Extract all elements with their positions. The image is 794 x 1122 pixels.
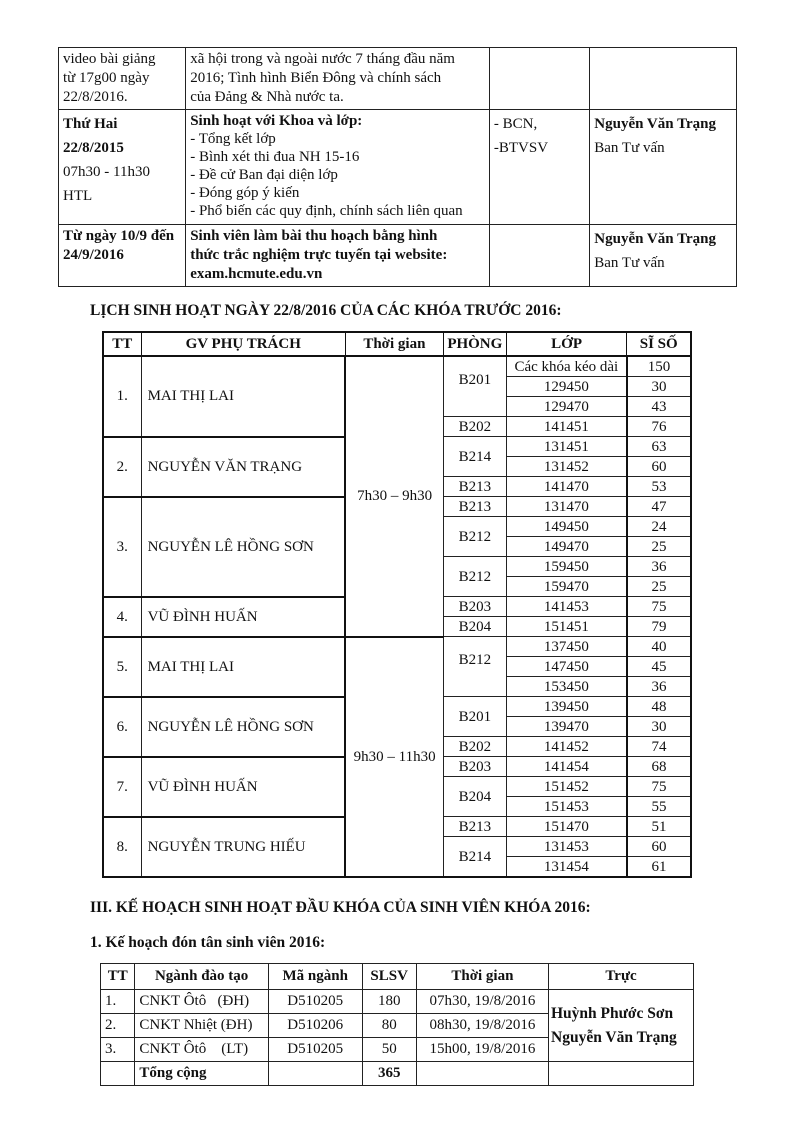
participants-cell [489,110,589,225]
class-code: 149470 [506,537,627,557]
class-code: 151453 [506,797,627,817]
class-size: 30 [627,717,691,737]
class-code: 137450 [506,637,627,657]
responsible-name: Nguyễn Văn Trạng [594,116,716,132]
content-item: - Đóng góp ý kiến [190,185,300,201]
class-size: 36 [627,557,691,577]
content-cell [186,110,490,225]
class-size: 75 [627,597,691,617]
student-count: 80 [362,1014,416,1038]
cell-line: 22/8/2016. [63,89,128,105]
table-row [59,48,737,110]
header-gv: GV PHỤ TRÁCH [141,332,345,356]
class-code: 141454 [506,757,627,777]
total-label: Tổng cộng [135,1062,268,1086]
class-size: 68 [627,757,691,777]
teacher-name: NGUYỄN LÊ HỒNG SƠN [141,497,345,597]
time-range: 07h30 - 11h30 [63,164,150,180]
responsible-cell [590,225,737,287]
content-item: - Phổ biến các quy định, chính sách liên quan [190,203,463,219]
responsible-name: Nguyễn Văn Trạng [594,231,716,247]
row-number: 1. [103,356,141,437]
cell-line: từ 17g00 ngày [63,70,150,86]
room: B213 [443,497,506,517]
content-cell [186,225,490,287]
participants-cell [489,48,589,110]
participant: -BTVSV [493,140,549,156]
header-tt: TT [103,332,141,356]
row-number: 2. [103,437,141,497]
row-number: 5. [103,637,141,697]
teacher-name: VŨ ĐÌNH HUẤN [141,597,345,637]
date-range: 24/9/2016 [63,247,124,263]
total-value: 365 [362,1062,416,1086]
room: B204 [443,617,506,637]
room: B202 [443,417,506,437]
header-major-code: Mã ngành [268,964,362,990]
class-code: 159470 [506,577,627,597]
table-row [59,225,737,287]
time-cell [59,48,186,110]
class-code: 131470 [506,497,627,517]
room: B212 [443,557,506,597]
time-cell [59,110,186,225]
room: B201 [443,356,506,417]
responsible-role: Ban Tư vấn [594,255,665,271]
content-item: - Bình xét thi đua NH 15-16 [190,149,360,165]
class-size: 55 [627,797,691,817]
class-code: 131451 [506,437,627,457]
room: B212 [443,637,506,697]
header-tt: TT [101,964,135,990]
row-number: 2. [101,1014,135,1038]
cell-line: của Đảng & Nhà nước ta. [190,89,344,105]
room: B201 [443,697,506,737]
class-size: 48 [627,697,691,717]
header-row [103,332,691,356]
major-code: D510205 [268,990,362,1014]
on-duty-name: Huỳnh Phước Sơn [551,1004,674,1022]
teacher-name: NGUYỄN TRUNG HIẾU [141,817,345,878]
time: 08h30, 19/8/2016 [416,1014,548,1038]
row-number: 8. [103,817,141,878]
table-row [103,356,691,377]
major-code: D510205 [268,1038,362,1062]
header-student-count: SLSV [362,964,416,990]
class-size: 40 [627,637,691,657]
section-heading: III. KẾ HOẠCH SINH HOẠT ĐẦU KHÓA CỦA SINH VIÊN KHÓA 2016: [90,899,591,916]
major: CNKT Ôtô (LT) [135,1038,268,1062]
cell-line: xã hội trong và ngoài nước 7 tháng đầu năm [190,51,455,67]
class-code: 129470 [506,397,627,417]
time: 07h30, 19/8/2016 [416,990,548,1014]
responsible-cell [590,48,737,110]
class-size: 60 [627,837,691,857]
row-number: 3. [101,1038,135,1062]
header-major: Ngành đào tạo [135,964,268,990]
activity-table [58,47,737,287]
class-size: 63 [627,437,691,457]
responsible-cell [590,110,737,225]
class-size: 150 [627,356,691,377]
class-size: 60 [627,457,691,477]
subsection-heading: 1. Kế hoạch đón tân sinh viên 2016: [90,934,326,951]
class-size: 43 [627,397,691,417]
empty-cell [268,1062,362,1086]
class-size: 75 [627,777,691,797]
header-time: Thời gian [345,332,443,356]
teacher-name: NGUYỄN VĂN TRẠNG [141,437,345,497]
room: B213 [443,817,506,837]
header-on-duty: Trực [549,964,694,990]
class-size: 79 [627,617,691,637]
time-cell [59,225,186,287]
teacher-name: MAI THỊ LAI [141,637,345,697]
class-size: 53 [627,477,691,497]
class-code: 131453 [506,837,627,857]
room: B214 [443,837,506,878]
class-code: 131454 [506,857,627,878]
class-code: 151451 [506,617,627,637]
table-row [59,110,737,225]
class-code: 139450 [506,697,627,717]
total-row [101,1062,694,1086]
class-code: 131452 [506,457,627,477]
class-code: 151452 [506,777,627,797]
header-row [101,964,694,990]
header-count: SĨ SỐ [627,332,691,356]
room: B202 [443,737,506,757]
responsible-role: Ban Tư vấn [594,140,665,156]
class-size: 51 [627,817,691,837]
row-number: 4. [103,597,141,637]
row-number: 7. [103,757,141,817]
schedule-title: LỊCH SINH HOẠT NGÀY 22/8/2016 CỦA CÁC KHÓA TRƯỚC 2016: [90,302,562,319]
major: CNKT Nhiệt (ĐH) [135,1014,268,1038]
class-code: Các khóa kéo dài [506,356,627,377]
header-class: LỚP [506,332,627,356]
student-count: 50 [362,1038,416,1062]
major-code: D510206 [268,1014,362,1038]
room: B203 [443,597,506,617]
class-code: 153450 [506,677,627,697]
class-code: 141452 [506,737,627,757]
date-range: Từ ngày 10/9 đến [63,228,175,244]
row-number: 1. [101,990,135,1014]
header-time: Thời gian [416,964,548,990]
row-number: 3. [103,497,141,597]
class-code: 141470 [506,477,627,497]
content-item: - Tổng kết lớp [190,131,276,147]
participants-cell [489,225,589,287]
class-code: 141451 [506,417,627,437]
room: B214 [443,437,506,477]
day-label: Thứ Hai [63,116,118,132]
class-code: 149450 [506,517,627,537]
cell-line: video bài giảng [63,51,156,67]
class-code: 147450 [506,657,627,677]
table-row [101,990,694,1014]
class-size: 61 [627,857,691,878]
class-size: 30 [627,377,691,397]
row-number: 6. [103,697,141,757]
time-slot: 9h30 – 11h30 [345,637,443,878]
table-row [103,637,691,657]
header-room: PHÒNG [443,332,506,356]
time: 15h00, 19/8/2016 [416,1038,548,1062]
class-size: 25 [627,537,691,557]
room: B204 [443,777,506,817]
cell-line: 2016; Tình hình Biển Đông và chính sách [190,70,442,86]
class-size: 47 [627,497,691,517]
class-code: 159450 [506,557,627,577]
website-link: exam.hcmute.edu.vn [190,266,323,282]
class-size: 45 [627,657,691,677]
on-duty-cell [549,990,694,1062]
location: HTL [63,188,93,204]
room: B203 [443,757,506,777]
room: B212 [443,517,506,557]
major: CNKT Ôtô (ĐH) [135,990,268,1014]
class-size: 74 [627,737,691,757]
schedule-body [103,356,691,877]
room: B213 [443,477,506,497]
content-cell [186,48,490,110]
teacher-name: VŨ ĐÌNH HUẤN [141,757,345,817]
schedule-table [102,331,692,878]
empty-cell [416,1062,548,1086]
class-code: 139470 [506,717,627,737]
participant: - BCN, [493,116,538,132]
welcome-plan-table [100,963,694,1086]
date-label: 22/8/2015 [63,140,124,156]
class-size: 25 [627,577,691,597]
content-title: Sinh hoạt với Khoa và lớp: [190,113,363,129]
time-slot: 7h30 – 9h30 [345,356,443,637]
class-size: 24 [627,517,691,537]
empty-cell [101,1062,135,1086]
content-line: Sinh viên làm bài thu hoạch bằng hình [190,228,438,244]
on-duty-name: Nguyễn Văn Trạng [551,1028,677,1046]
class-size: 76 [627,417,691,437]
class-code: 129450 [506,377,627,397]
teacher-name: NGUYỄN LÊ HỒNG SƠN [141,697,345,757]
class-size: 36 [627,677,691,697]
teacher-name: MAI THỊ LAI [141,356,345,437]
class-code: 141453 [506,597,627,617]
empty-cell [549,1062,694,1086]
student-count: 180 [362,990,416,1014]
content-line: thức trắc nghiệm trực tuyến tại website: [190,247,448,263]
class-code: 151470 [506,817,627,837]
content-item: - Đề cử Ban đại diện lớp [190,167,338,183]
